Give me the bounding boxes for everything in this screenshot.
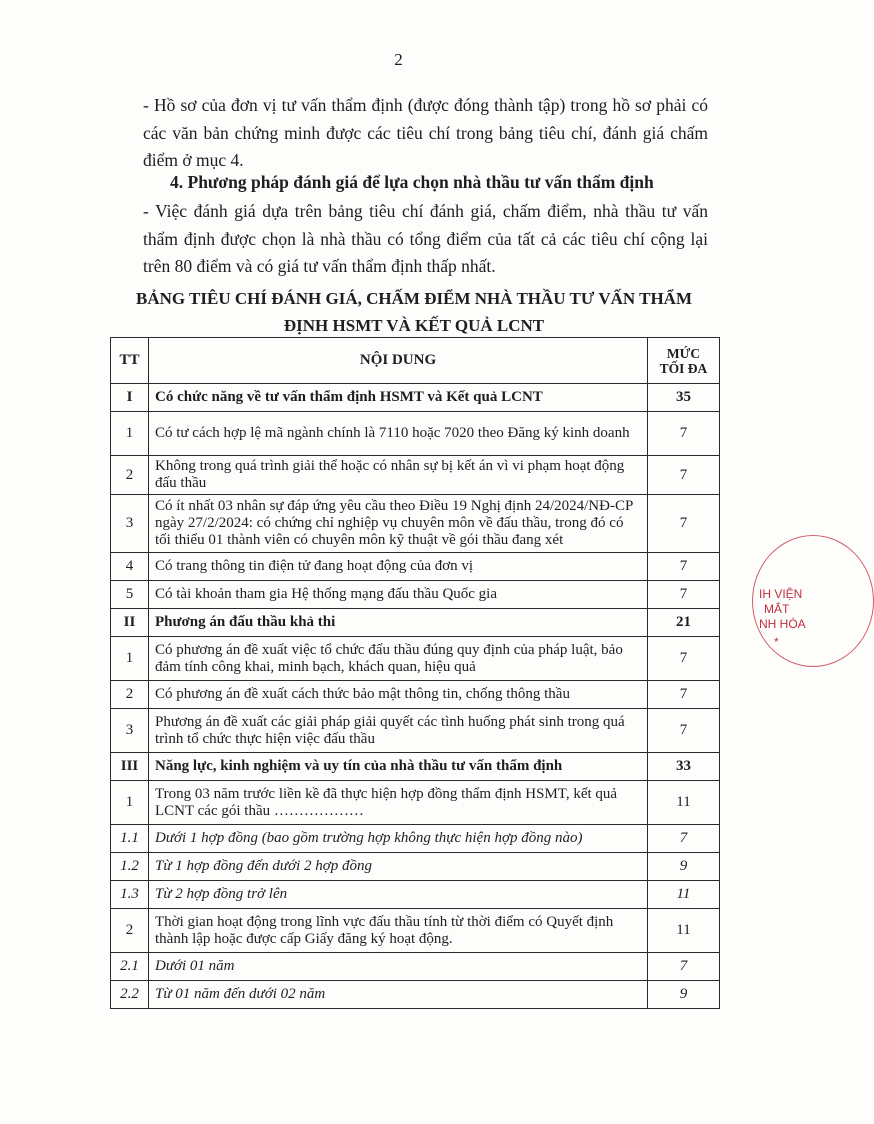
table-section-row: [111, 609, 720, 637]
cell-tt: 2.2: [111, 981, 149, 1009]
cell-tt: 1: [111, 781, 149, 825]
header-max-score-line-1: MỨC: [666, 345, 701, 361]
cell-tt: 5: [111, 581, 149, 609]
cell-max-score: 7: [648, 953, 720, 981]
cell-tt: 3: [111, 709, 149, 753]
table-title-line-1: BẢNG TIÊU CHÍ ĐÁNH GIÁ, CHẤM ĐIỂM NHÀ THẦU TƯ VẤN THẨM: [135, 289, 692, 308]
table-row: [111, 781, 720, 825]
cell-content: Từ 01 năm đến dưới 02 năm: [149, 981, 648, 1009]
header-content: NỘI DUNG: [149, 338, 648, 384]
section-heading-evaluation-method: 4. Phương pháp đánh giá để lựa chọn nhà thầu tư vấn thẩm định: [170, 172, 654, 192]
cell-max-score: 7: [648, 412, 720, 456]
table-subitem-row: [111, 953, 720, 981]
cell-tt: 2: [111, 681, 149, 709]
cell-max-score: 9: [648, 853, 720, 881]
cell-content: Năng lực, kinh nghiệm và uy tín của nhà thầu tư vấn thẩm định: [149, 753, 648, 781]
table-section-row: [111, 753, 720, 781]
header-max-score: [648, 338, 720, 384]
cell-content: Có phương án đề xuất cách thức bảo mật thông tin, chống thông thầu: [149, 681, 648, 709]
cell-tt: 2: [111, 456, 149, 495]
table-section-row: [111, 384, 720, 412]
cell-max-score: 7: [648, 495, 720, 553]
cell-tt: 1: [111, 637, 149, 681]
cell-max-score: 9: [648, 981, 720, 1009]
cell-content: Trong 03 năm trước liền kề đã thực hiện hợp đồng thẩm định HSMT, kết quả LCNT các gói thầu ………………: [149, 781, 648, 825]
table-row: [111, 709, 720, 753]
cell-tt: 2: [111, 909, 149, 953]
table-row: [111, 495, 720, 553]
header-max-score-line-2: TỐI ĐA: [659, 360, 708, 376]
paragraph-documents-requirement: - Hồ sơ của đơn vị tư vấn thẩm định (được đóng thành tập) trong hồ sơ phải có các văn bản chứng minh được các tiêu chí trong bảng tiêu chí, đánh giá chấm điểm ở mục 4.: [143, 95, 708, 170]
cell-max-score: 7: [648, 581, 720, 609]
cell-max-score: 11: [648, 881, 720, 909]
table-row: [111, 456, 720, 495]
cell-max-score: 7: [648, 709, 720, 753]
stamp-text-line-3: NH HÓA: [759, 617, 806, 631]
cell-tt: I: [111, 384, 149, 412]
cell-content: Có chức năng về tư vấn thẩm định HSMT và Kết quả LCNT: [149, 384, 648, 412]
cell-max-score: 21: [648, 609, 720, 637]
cell-content: Phương án đề xuất các giải pháp giải quyết các tình huống phát sinh trong quá trình tổ chức thực hiện việc đấu thầu: [149, 709, 648, 753]
stamp-star: *: [774, 635, 779, 649]
cell-tt: 1.3: [111, 881, 149, 909]
table-row: [111, 581, 720, 609]
red-seal-stamp: [752, 535, 872, 665]
cell-content: Từ 1 hợp đồng đến dưới 2 hợp đồng: [149, 853, 648, 881]
table-row: [111, 681, 720, 709]
cell-content: Từ 2 hợp đồng trở lên: [149, 881, 648, 909]
cell-max-score: 7: [648, 553, 720, 581]
cell-max-score: 35: [648, 384, 720, 412]
table-title-line-2: ĐỊNH HSMT VÀ KẾT QUẢ LCNT: [283, 316, 545, 335]
table-subitem-row: [111, 853, 720, 881]
cell-max-score: 7: [648, 456, 720, 495]
paragraph-evaluation-method: - Việc đánh giá dựa trên bảng tiêu chí đánh giá, chấm điểm, nhà thầu tư vấn thẩm định được chọn là nhà thầu có tổng điểm của tất cả các tiêu chí cộng lại trên 80 điểm và có giá tư vấn thẩm định thấp nhất.: [143, 201, 708, 276]
cell-max-score: 11: [648, 781, 720, 825]
cell-content: Thời gian hoạt động trong lĩnh vực đấu thầu tính từ thời điểm có Quyết định thành lập hoặc được cấp Giấy đăng ký hoạt động.: [149, 909, 648, 953]
cell-content: Dưới 01 năm: [149, 953, 648, 981]
cell-tt: 4: [111, 553, 149, 581]
table-title: [108, 285, 720, 339]
stamp-text-line-2: MẮT: [764, 602, 790, 616]
cell-max-score: 11: [648, 909, 720, 953]
cell-max-score: 7: [648, 637, 720, 681]
cell-tt: 1.2: [111, 853, 149, 881]
cell-max-score: 7: [648, 681, 720, 709]
page-number: 2: [394, 50, 403, 69]
cell-content: Có phương án đề xuất việc tổ chức đấu thầu đúng quy định của pháp luật, bảo đảm tính công khai, minh bạch, khách quan, hiệu quả: [149, 637, 648, 681]
stamp-ring: [752, 535, 874, 667]
cell-content: Không trong quá trình giải thể hoặc có nhân sự bị kết án vì vi phạm hoạt động đấu thầu: [149, 456, 648, 495]
table-row: [111, 637, 720, 681]
table-body: [111, 384, 720, 1009]
cell-tt: 1: [111, 412, 149, 456]
cell-content: Có tài khoản tham gia Hệ thống mạng đấu thầu Quốc gia: [149, 581, 648, 609]
table-row: [111, 412, 720, 456]
cell-content: Dưới 1 hợp đồng (bao gồm trường hợp không thực hiện hợp đồng nào): [149, 825, 648, 853]
table-subitem-row: [111, 881, 720, 909]
table-row: [111, 909, 720, 953]
cell-tt: III: [111, 753, 149, 781]
cell-max-score: 7: [648, 825, 720, 853]
cell-max-score: 33: [648, 753, 720, 781]
table-subitem-row: [111, 981, 720, 1009]
cell-tt: II: [111, 609, 149, 637]
table-row: [111, 553, 720, 581]
stamp-text-line-1: IH VIỆN: [759, 587, 803, 601]
table-subitem-row: [111, 825, 720, 853]
cell-tt: 2.1: [111, 953, 149, 981]
cell-tt: 3: [111, 495, 149, 553]
cell-content: Có tư cách hợp lệ mã ngành chính là 7110 hoặc 7020 theo Đăng ký kinh doanh: [149, 412, 648, 456]
cell-tt: 1.1: [111, 825, 149, 853]
cell-content: Có ít nhất 03 nhân sự đáp ứng yêu cầu theo Điều 19 Nghị định 24/2024/NĐ-CP ngày 27/2/2024: có chứng chỉ nghiệp vụ chuyên môn về đấu thầu, trong đó có tối thiểu 01 thành viên có chuyên môn kỹ thuật về gói thầu đang xét: [149, 495, 648, 553]
cell-content: Có trang thông tin điện tử đang hoạt động của đơn vị: [149, 553, 648, 581]
cell-content: Phương án đấu thầu khả thi: [149, 609, 648, 637]
table-header-row: [111, 338, 720, 384]
criteria-table: [110, 337, 720, 1009]
header-tt: TT: [111, 338, 149, 384]
